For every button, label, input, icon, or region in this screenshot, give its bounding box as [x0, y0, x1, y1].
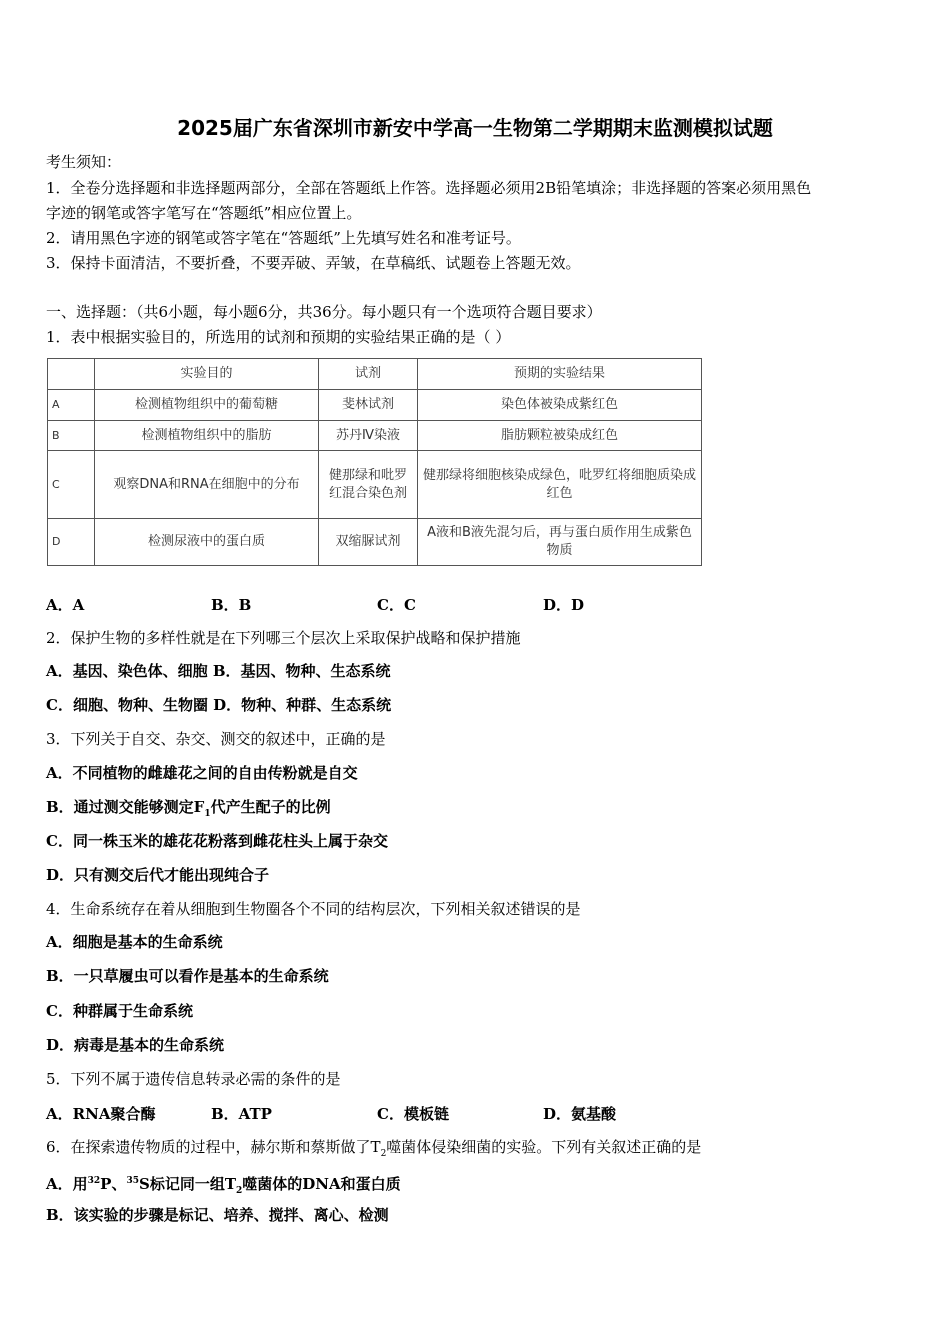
notice-heading: 考生须知： [46, 153, 122, 171]
q1-stem: 1．表中根据实验目的，所选用的试剂和预期的实验结果正确的是（ ） [46, 328, 511, 346]
notice-item-3: 3．保持卡面清洁，不要折叠，不要弄破、弄皱，在草稿纸、试题卷上答题无效。 [46, 254, 581, 272]
table-cell: 观察DNA和RNA在细胞中的分布 [95, 451, 319, 519]
q5-stem: 5．下列不属于遗传信息转录必需的条件的是 [46, 1070, 341, 1088]
q1-option-d: D．D [543, 596, 585, 614]
notice-item-1-cont: 字迹的钢笔或答字笔写在“答题纸”相应位置上。 [46, 204, 362, 222]
section-heading: 一、选择题：（共6小题，每小题6分，共36分。每小题只有一个选项符合题目要求） [46, 303, 602, 321]
q5-option-d: D．氨基酸 [543, 1105, 617, 1123]
q5-option-b: B．ATP [211, 1105, 272, 1123]
q3-option-a: A．不同植物的雌雄花之间的自由传粉就是自交 [46, 764, 358, 782]
notice-item-2: 2．请用黑色字迹的钢笔或答字笔在“答题纸”上先填写姓名和准考证号。 [46, 229, 521, 247]
table-cell: A液和B液先混匀后，再与蛋白质作用生成紫色物质 [418, 519, 702, 566]
q4-option-c: C．种群属于生命系统 [46, 1002, 193, 1020]
q4-option-d: D．病毒是基本的生命系统 [46, 1036, 225, 1054]
q3-option-d: D．只有测交后代才能出现纯合子 [46, 866, 270, 884]
table-cell: B [48, 421, 95, 451]
table-cell: 检测植物组织中的脂肪 [95, 421, 319, 451]
table-header-cell: 试剂 [319, 359, 418, 390]
table-cell: 苏丹Ⅳ染液 [319, 421, 418, 451]
table-cell: 健那绿和吡罗红混合染色剂 [319, 451, 418, 519]
table-cell: 健那绿将细胞核染成绿色，吡罗红将细胞质染成红色 [418, 451, 702, 519]
q4-option-a: A．细胞是基本的生命系统 [46, 933, 223, 951]
table-header-cell: 预期的实验结果 [418, 359, 702, 390]
q5-option-c: C．模板链 [377, 1105, 449, 1123]
table-header-cell: 实验目的 [95, 359, 319, 390]
table-cell: 斐林试剂 [319, 390, 418, 421]
table-cell: 检测尿液中的蛋白质 [95, 519, 319, 566]
table-cell: A [48, 390, 95, 421]
q2-options-ab: A．基因、染色体、细胞 B．基因、物种、生态系统 [46, 662, 391, 680]
table-row [48, 451, 702, 519]
table-cell: 双缩脲试剂 [319, 519, 418, 566]
table-header-row [48, 359, 702, 390]
q3-stem: 3．下列关于自交、杂交、测交的叙述中，正确的是 [46, 730, 386, 748]
q3-option-c: C．同一株玉米的雄花花粉落到雌花柱头上属于杂交 [46, 832, 388, 850]
q5-option-a: A．RNA聚合酶 [46, 1105, 156, 1123]
table-cell: C [48, 451, 95, 519]
table-row [48, 390, 702, 421]
q1-table [47, 358, 702, 566]
table-cell: D [48, 519, 95, 566]
q6-option-a: A．用$^{32}$P、$^{35}$S标记同一组$T_2$噬菌体的DNA和蛋白质 [46, 1175, 401, 1196]
q2-options-cd: C．细胞、物种、生物圈 D．物种、种群、生态系统 [46, 696, 392, 714]
q6-stem: 6．在探索遗传物质的过程中，赫尔斯和蔡斯做了$T_2$噬菌体侵染细菌的实验。下列有关叙述正确的是 [46, 1138, 702, 1159]
q1-option-a: A．A [46, 596, 85, 614]
table-cell: 检测植物组织中的葡萄糖 [95, 390, 319, 421]
table-header-cell [48, 359, 95, 390]
q2-stem: 2．保护生物的多样性就是在下列哪三个层次上采取保护战略和保护措施 [46, 629, 521, 647]
q1-option-b: B．B [211, 596, 252, 614]
table-row [48, 421, 702, 451]
q6-option-b: B．该实验的步骤是标记、培养、搅拌、离心、检测 [46, 1206, 389, 1224]
page-title: 2025届广东省深圳市新安中学高一生物第二学期期末监测模拟试题 [177, 116, 773, 140]
q1-option-c: C．C [377, 596, 416, 614]
table-row [48, 519, 702, 566]
table-cell: 脂肪颗粒被染成红色 [418, 421, 702, 451]
table-cell: 染色体被染成紫红色 [418, 390, 702, 421]
notice-item-1: 1．全卷分选择题和非选择题两部分，全部在答题纸上作答。选择题必须用2B铅笔填涂；非选择题的答案必须用黑色 [46, 179, 812, 197]
q4-stem: 4．生命系统存在着从细胞到生物圈各个不同的结构层次，下列相关叙述错误的是 [46, 900, 581, 918]
q3-option-b: B．通过测交能够测定$F_1$代产生配子的比例 [46, 798, 331, 819]
q4-option-b: B．一只草履虫可以看作是基本的生命系统 [46, 967, 329, 985]
